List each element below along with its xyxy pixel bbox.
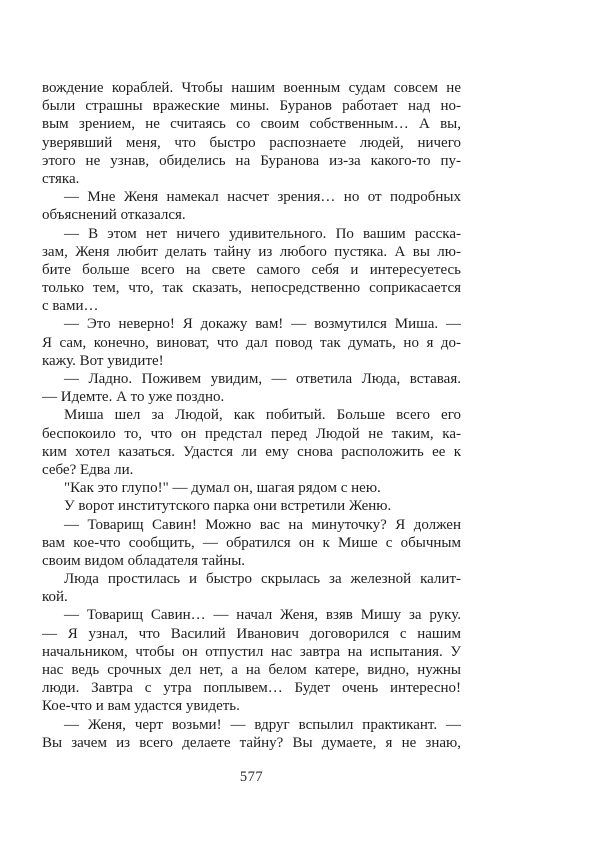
text-line: — В этом нет ничего удивительного. По вашим расска- xyxy=(64,225,461,242)
text-line: с вами… xyxy=(42,298,99,315)
text-line: — Ладно. Поживем увидим, — ответила Люда, вставая. xyxy=(64,371,461,387)
text-line: — Идемте. А то уже поздно. xyxy=(42,389,225,406)
text-line: — Товарищ Савин… — начал Женя, взяв Мишу за руку. xyxy=(64,607,461,624)
text-line: начальником, чтобы он отпустил нас завтра на испытания. У xyxy=(42,643,461,660)
text-line: Я сам, конечно, виноват, что дал повод так думать, но я до- xyxy=(42,334,461,351)
text-line: кой. xyxy=(42,589,68,606)
text-line: вам кое-что сообщить, — обратился он к Мише с обычным xyxy=(42,534,461,551)
text-line: "Как это глупо!" — думал он, шагая рядом с нею. xyxy=(64,480,381,497)
text-line: объяснений отказался. xyxy=(42,207,186,224)
text-line: — Я узнал, что Василий Иванович договорился с нашим xyxy=(42,625,461,642)
page-number: 577 xyxy=(239,769,264,785)
text-line: стяка. xyxy=(42,170,80,187)
text-line: уверявший меня, что быстро распознаете людей, ничего xyxy=(42,134,461,151)
text-line: — Мне Женя намекал насчет зрения… но от подробных xyxy=(64,189,461,206)
text-line: только тем, что, так сказать, непосредственно соприкасается xyxy=(42,280,461,297)
text-line: — Товарищ Савин! Можно вас на минуточку? Я должен xyxy=(64,516,461,533)
text-line: Вы зачем из всего делаете тайну? Вы думаете, я не знаю, xyxy=(42,734,461,751)
text-line: люди. Завтра с утра поплывем… Будет очень интересно! xyxy=(42,680,461,697)
page-text-block xyxy=(42,79,461,752)
text-line: — Это неверно! Я докажу вам! — возмутился Миша. — xyxy=(64,316,461,333)
text-line: своим видом обладателя тайны. xyxy=(42,552,246,569)
text-line: бите больше всего на свете самого себя и интересуетесь xyxy=(42,261,461,278)
text-line: Люда простилась и быстро скрылась за железной калит- xyxy=(64,571,461,588)
text-line: нас ведь срочных дел нет, а на белом катере, видно, нужны xyxy=(42,662,461,678)
text-line: были страшны вражеские мины. Буранов работает над но- xyxy=(42,98,461,115)
text-line: ким хотел казаться. Удастся ли ему снова расположить ее к xyxy=(42,443,461,460)
text-line: этого не узнав, обиделись на Буранова из-за какого-то пу- xyxy=(42,152,461,169)
text-line: зам, Женя любит делать тайну из любого пустяка. А вы лю- xyxy=(42,243,461,260)
text-line: кажу. Вот увидите! xyxy=(42,352,164,369)
text-line: вым зрением, не считаясь со своим собственным… А вы, xyxy=(42,116,461,133)
text-line: — Женя, черт возьми! — вдруг вспылил практикант. — xyxy=(64,716,461,733)
text-line: У ворот институтского парка они встретили Женю. xyxy=(64,498,392,515)
text-line: Миша шел за Людой, как побитый. Больше всего его xyxy=(64,407,461,424)
text-line: вождение кораблей. Чтобы нашим военным судам совсем не xyxy=(42,80,461,96)
text-line: Кое-что и вам удастся увидеть. xyxy=(42,698,240,715)
text-line: себе? Едва ли. xyxy=(42,461,134,478)
text-line: беспокоило то, что он предстал перед Людой не таким, ка- xyxy=(42,425,461,442)
